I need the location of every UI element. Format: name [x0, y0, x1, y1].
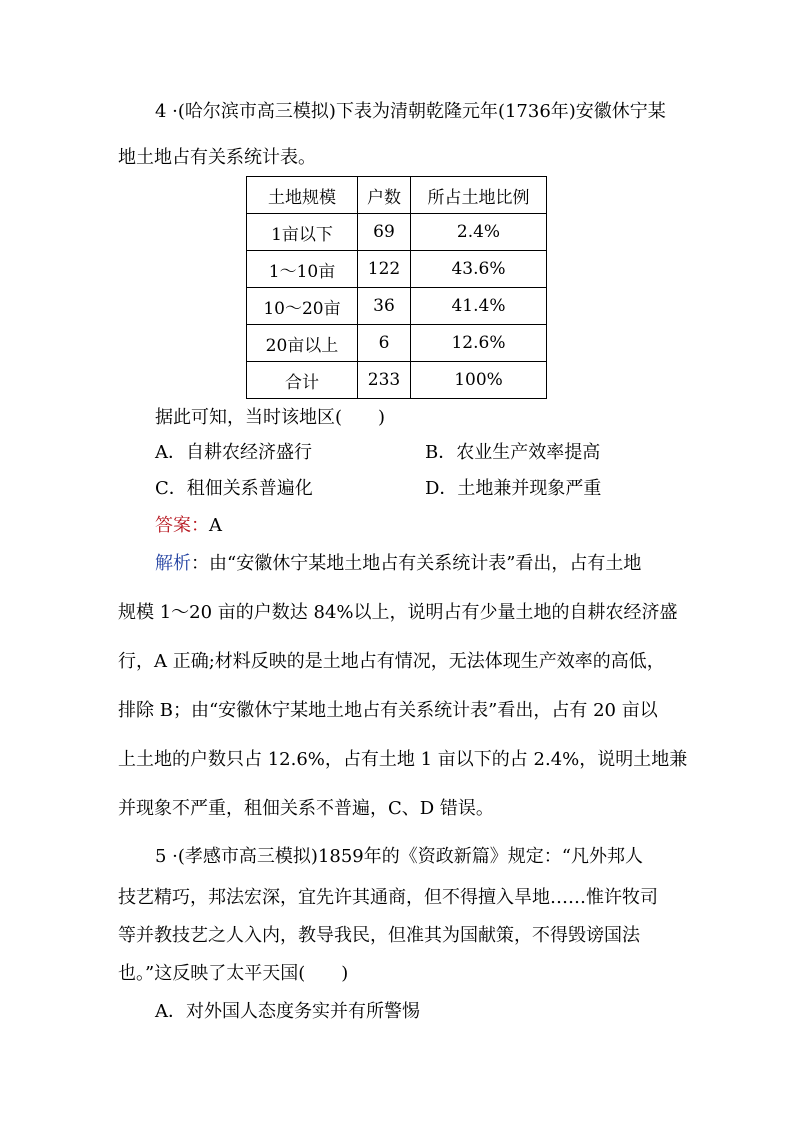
table-cell: 233 [358, 362, 411, 399]
explanation-label: 解析 [155, 553, 191, 574]
header-land-scale: 土地规模 [247, 177, 358, 214]
explanation-line-4: 排除 B；由“安徽休宁某地土地占有关系统计表”看出，占有 20 亩以 [118, 700, 658, 721]
table-cell: 41.4% [411, 288, 547, 325]
explanation-line-2: 规模 1～20 亩的户数达 84%以上，说明占有少量土地的自耕农经济盛 [118, 602, 678, 623]
question-4-option-b: B．农业生产效率提高 [425, 442, 601, 463]
table-cell: 1～10亩 [247, 251, 358, 288]
table-cell: 43.6% [411, 251, 547, 288]
explanation-line-5: 上土地的户数只占 12.6%，占有土地 1 亩以下的占 2.4%，说明土地兼 [118, 749, 688, 770]
question-4-option-d: D．土地兼并现象严重 [425, 478, 602, 499]
question-4-stem-line-1: 4 ·(哈尔滨市高三模拟)下表为清朝乾隆元年(1736年)安徽休宁某 [155, 101, 666, 122]
header-households: 户数 [358, 177, 411, 214]
question-4-answer [155, 514, 222, 538]
table-cell: 12.6% [411, 325, 547, 362]
question-4-stem-line-2: 地土地占有关系统计表。 [118, 147, 316, 168]
explanation-line-3: 行，A 正确;材料反映的是土地占有情况，无法体现生产效率的高低， [118, 651, 665, 672]
table-header-row [247, 177, 547, 214]
table-cell: 合计 [247, 362, 358, 399]
table-cell: 10～20亩 [247, 288, 358, 325]
table-cell: 100% [411, 362, 547, 399]
question-4-prompt: 据此可知，当时该地区( ) [155, 407, 386, 428]
header-land-share: 所占土地比例 [411, 177, 547, 214]
table-cell: 1亩以下 [247, 214, 358, 251]
table-cell: 6 [358, 325, 411, 362]
answer-label: 答案： [155, 515, 209, 536]
table-row [247, 288, 547, 325]
table-row [247, 325, 547, 362]
question-5-line-2: 技艺精巧，邦法宏深，宜先许其通商，但不得擅入旱地……惟许牧司 [118, 887, 658, 908]
question-4-option-a: A．自耕农经济盛行 [155, 442, 312, 463]
explanation-line-1 [155, 552, 641, 576]
table-cell: 69 [358, 214, 411, 251]
table-cell: 2.4% [411, 214, 547, 251]
table-cell: 20亩以上 [247, 325, 358, 362]
question-5-line-4: 也。”这反映了太平天国( ) [118, 963, 349, 984]
question-4-option-c: C．租佃关系普遍化 [155, 478, 313, 499]
table-cell: 122 [358, 251, 411, 288]
table-row [247, 214, 547, 251]
explanation-text: ：由“安徽休宁某地土地占有关系统计表”看出，占有土地 [191, 553, 642, 574]
question-5-line-3: 等并教技艺之人入内，教导我民，但准其为国献策，不得毁谤国法 [118, 925, 640, 946]
table-cell: 36 [358, 288, 411, 325]
table-row [247, 251, 547, 288]
land-ownership-table [246, 176, 547, 399]
answer-value: A [209, 515, 222, 536]
question-5-line-1: 5 ·(孝感市高三模拟)1859年的《资政新篇》规定：“凡外邦人 [155, 846, 643, 867]
explanation-line-6: 并现象不严重，租佃关系不普遍，C、D 错误。 [118, 798, 494, 819]
table-total-row [247, 362, 547, 399]
question-5-option-a: A．对外国人态度务实并有所警惕 [155, 1001, 420, 1022]
